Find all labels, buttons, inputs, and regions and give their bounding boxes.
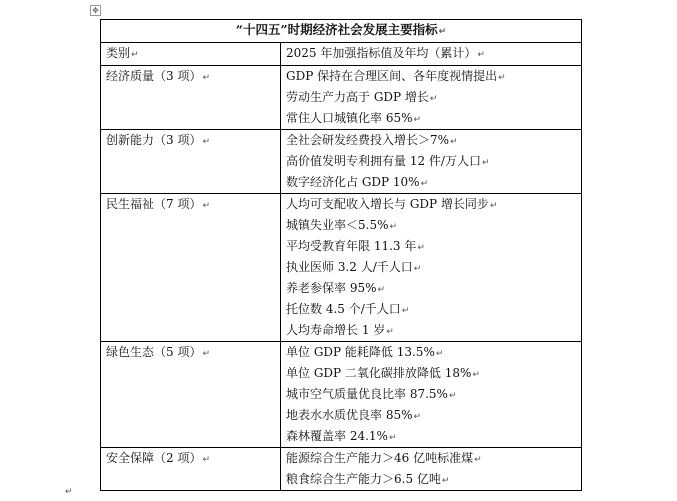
indicator-text: 粮食综合生产能力＞6.5 亿吨 <box>286 472 441 486</box>
paragraph-mark-icon: ↵ <box>417 243 425 253</box>
indicator-list-cell <box>281 194 582 342</box>
table-body <box>101 20 582 491</box>
paragraph-mark-icon: ↵ <box>202 73 210 83</box>
indicator-text: 人均寿命增长 1 岁 <box>286 323 386 337</box>
indicator-text: 劳动生产力高于 GDP 增长 <box>286 90 429 104</box>
header-row <box>101 43 582 66</box>
table-title: “十四五”时期经济社会发展主要指标 <box>235 22 438 37</box>
indicator-item <box>286 342 576 363</box>
indicator-text: 执业医师 3.2 人/千人口 <box>286 260 413 274</box>
indicator-list-cell <box>281 342 582 448</box>
indicator-text: 单位 GDP 二氧化碳排放降低 18% <box>286 366 472 380</box>
indicator-item <box>286 426 576 447</box>
title-row <box>101 20 582 43</box>
indicator-item <box>286 384 576 405</box>
paragraph-mark-icon: ↵ <box>389 222 398 232</box>
paragraph-mark-icon: ↵ <box>413 115 422 125</box>
paragraph-mark-icon: ↵ <box>435 349 444 359</box>
indicator-text: 托位数 4.5 个/千人口 <box>286 302 401 316</box>
indicator-text: 地表水水质优良率 85% <box>286 408 413 422</box>
paragraph-mark-icon: ↵ <box>441 476 450 486</box>
indicator-item <box>286 257 576 278</box>
indicator-text: 常住人口城镇化率 65% <box>286 111 413 125</box>
indicator-item <box>286 236 576 257</box>
indicator-item <box>286 448 576 469</box>
category-cell <box>101 448 281 491</box>
paragraph-mark-icon: ↵ <box>377 285 386 295</box>
category-label: 绿色生态（5 项） <box>106 345 202 359</box>
header-target-cell <box>281 43 582 66</box>
paragraph-mark-icon: ↵ <box>474 455 482 465</box>
indicator-item <box>286 194 576 215</box>
paragraph-mark-icon: ↵ <box>448 391 457 401</box>
table-row <box>101 448 582 491</box>
indicator-text: 城镇失业率＜5.5% <box>286 218 389 232</box>
table-row <box>101 66 582 130</box>
indicator-list-cell <box>281 66 582 130</box>
paragraph-mark-icon: ↵ <box>413 412 422 422</box>
indicator-item <box>286 108 576 129</box>
indicator-item <box>286 130 576 151</box>
indicator-item <box>286 299 576 320</box>
header-category-cell <box>101 43 281 66</box>
indicator-item <box>286 215 576 236</box>
category-cell <box>101 66 281 130</box>
indicator-text: 高价值发明专利拥有量 12 件/万人口 <box>286 154 481 168</box>
indicator-item <box>286 66 576 87</box>
indicator-text: 森林覆盖率 24.1% <box>286 429 388 443</box>
paragraph-mark-icon: ↵ <box>498 73 506 83</box>
paragraph-mark-icon: ↵ <box>202 349 210 359</box>
indicator-text: GDP 保持在合理区间、各年度视情提出 <box>286 69 498 83</box>
indicator-item <box>286 87 576 108</box>
indicator-item <box>286 278 576 299</box>
paragraph-mark-icon: ↵ <box>481 158 490 168</box>
paragraph-mark-icon: ↵ <box>202 137 210 147</box>
paragraph-mark-icon: ↵ <box>131 50 139 60</box>
category-label: 创新能力（3 项） <box>106 133 202 147</box>
indicators-table <box>100 19 582 491</box>
indicator-text: 平均受教育年限 11.3 年 <box>286 239 417 253</box>
indicator-text: 全社会研发经费投入增长＞7% <box>286 133 450 147</box>
indicator-item <box>286 469 576 490</box>
paragraph-mark-icon: ↵ <box>413 264 422 274</box>
paragraph-mark-icon: ↵ <box>202 455 210 465</box>
table-title-cell <box>101 20 582 43</box>
paragraph-mark-icon: ↵ <box>401 306 410 316</box>
indicator-list-cell <box>281 448 582 491</box>
table-row <box>101 130 582 194</box>
paragraph-mark-icon: ↵ <box>472 370 480 380</box>
paragraph-mark-icon: ↵ <box>420 179 429 189</box>
paragraph-mark-icon: ↵ <box>477 50 485 60</box>
paragraph-mark-icon: ↵ <box>489 201 498 211</box>
table-row <box>101 342 582 448</box>
indicator-text: 养老参保率 95% <box>286 281 377 295</box>
header-target: 2025 年加强指标值及年均（累计） <box>286 46 477 60</box>
indicator-text: 能源综合生产能力＞46 亿吨标准煤 <box>286 451 474 465</box>
category-cell <box>101 194 281 342</box>
indicator-text: 人均可支配收入增长与 GDP 增长同步 <box>286 197 489 211</box>
category-label: 经济质量（3 项） <box>106 69 202 83</box>
category-label: 民生福祉（7 项） <box>106 197 202 211</box>
paragraph-mark-icon: ↵ <box>65 487 73 497</box>
indicator-item <box>286 405 576 426</box>
category-cell <box>101 342 281 448</box>
category-cell <box>101 130 281 194</box>
indicator-text: 城市空气质量优良比率 87.5% <box>286 387 448 401</box>
category-label: 安全保障（2 项） <box>106 451 202 465</box>
indicator-item <box>286 363 576 384</box>
header-category: 类别 <box>106 46 131 60</box>
paragraph-mark-icon: ↵ <box>386 327 394 337</box>
table-row <box>101 194 582 342</box>
indicator-item <box>286 320 576 341</box>
paragraph-mark-icon: ↵ <box>450 137 458 147</box>
indicator-list-cell <box>281 130 582 194</box>
paragraph-mark-icon: ↵ <box>202 201 210 211</box>
paragraph-mark-icon: ↵ <box>438 27 447 37</box>
indicator-text: 数字经济化占 GDP 10% <box>286 175 420 189</box>
move-handle-icon[interactable]: ✥ <box>90 5 101 16</box>
indicator-item <box>286 151 576 172</box>
paragraph-mark-icon: ↵ <box>429 94 438 104</box>
paragraph-mark-icon: ↵ <box>388 433 397 443</box>
indicator-item <box>286 172 576 193</box>
indicator-text: 单位 GDP 能耗降低 13.5% <box>286 345 435 359</box>
